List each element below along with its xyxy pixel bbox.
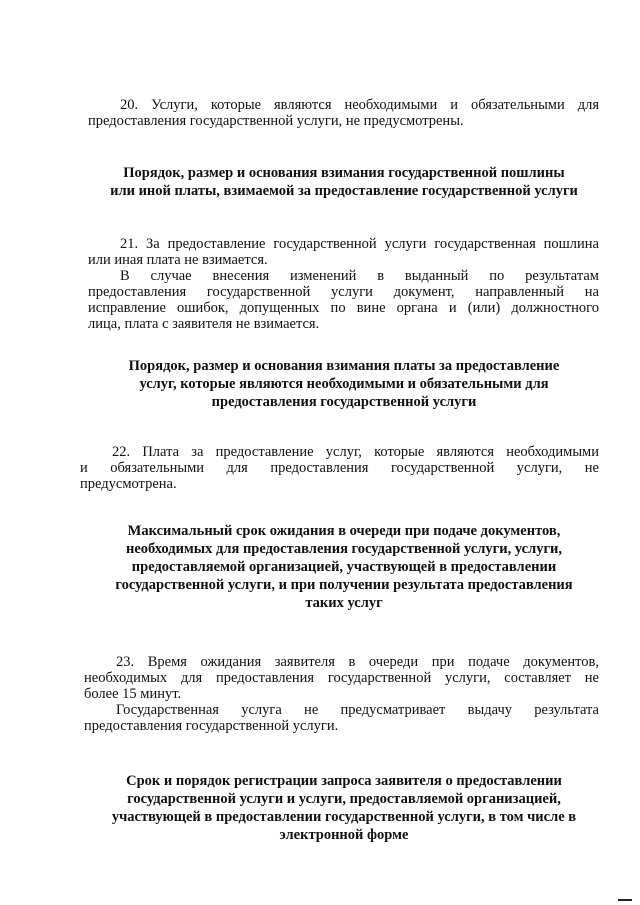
heading-line: Максимальный срок ожидания в очереди при подаче документов, bbox=[127, 523, 561, 539]
heading-line: предоставления государственной услуги bbox=[211, 394, 477, 410]
heading-line: или иной платы, взимаемой за предоставление государственной услуги bbox=[110, 183, 578, 199]
section-heading-queue-time bbox=[80, 522, 608, 612]
text-line: более 15 минут. bbox=[84, 686, 182, 702]
text-line: предоставления государственной услуги. bbox=[84, 718, 339, 734]
heading-line: государственной услуги и услуги, предоставляемой организацией, bbox=[127, 791, 561, 807]
text-line: предоставления государственной услуги документ, направленный на bbox=[88, 284, 599, 300]
heading-line: необходимых для предоставления государственной услуги, услуги, bbox=[125, 541, 563, 557]
text-line: исправление ошибок, допущенных по вине органа и (или) должностного bbox=[88, 300, 599, 316]
heading-line: предоставляемой организацией, участвующей в предоставлении bbox=[131, 559, 557, 575]
text-line: или иная плата не взимается. bbox=[88, 252, 268, 268]
text-line: 21. За предоставление государственной услуги государственная пошлина bbox=[120, 236, 599, 252]
section-heading-registration bbox=[80, 772, 608, 844]
scan-artifact bbox=[618, 899, 632, 901]
heading-line: Срок и порядок регистрации запроса заявителя о предоставлении bbox=[126, 773, 562, 789]
text-line: лица, плата с заявителя не взимается. bbox=[88, 316, 320, 332]
heading-line: электронной форме bbox=[279, 827, 409, 843]
text-line: Государственная услуга не предусматривает выдачу результата bbox=[116, 702, 599, 718]
heading-line: Порядок, размер и основания взимания платы за предоставление bbox=[128, 358, 560, 374]
paragraph-20 bbox=[88, 97, 599, 129]
heading-line: таких услуг bbox=[305, 595, 383, 611]
paragraph-22 bbox=[80, 444, 599, 492]
heading-line: услуг, которые являются необходимыми и обязательными для bbox=[139, 376, 549, 392]
paragraph-21 bbox=[88, 236, 599, 332]
text-line: предоставления государственной услуги, не предусмотрены. bbox=[88, 113, 464, 129]
text-line: необходимых для предоставления государственной услуги, составляет не bbox=[84, 670, 599, 686]
text-line: предусмотрена. bbox=[80, 476, 177, 492]
text-line: 22. Плата за предоставление услуг, которые являются необходимыми bbox=[112, 444, 599, 460]
text-line: 23. Время ожидания заявителя в очереди при подаче документов, bbox=[116, 654, 599, 670]
text-line: В случае внесения изменений в выданный по результатам bbox=[120, 268, 599, 284]
heading-line: Порядок, размер и основания взимания государственной пошлины bbox=[123, 165, 565, 181]
paragraph-23 bbox=[84, 654, 599, 734]
section-heading-state-fee bbox=[80, 164, 608, 200]
heading-line: участвующей в предоставлении государственной услуги, в том числе в bbox=[111, 809, 577, 825]
text-line: 20. Услуги, которые являются необходимыми и обязательными для bbox=[120, 97, 599, 113]
section-heading-service-fee bbox=[80, 357, 608, 411]
heading-line: государственной услуги, и при получении результата предоставления bbox=[115, 577, 573, 593]
text-line: и обязательными для предоставления государственной услуги, не bbox=[80, 460, 599, 476]
